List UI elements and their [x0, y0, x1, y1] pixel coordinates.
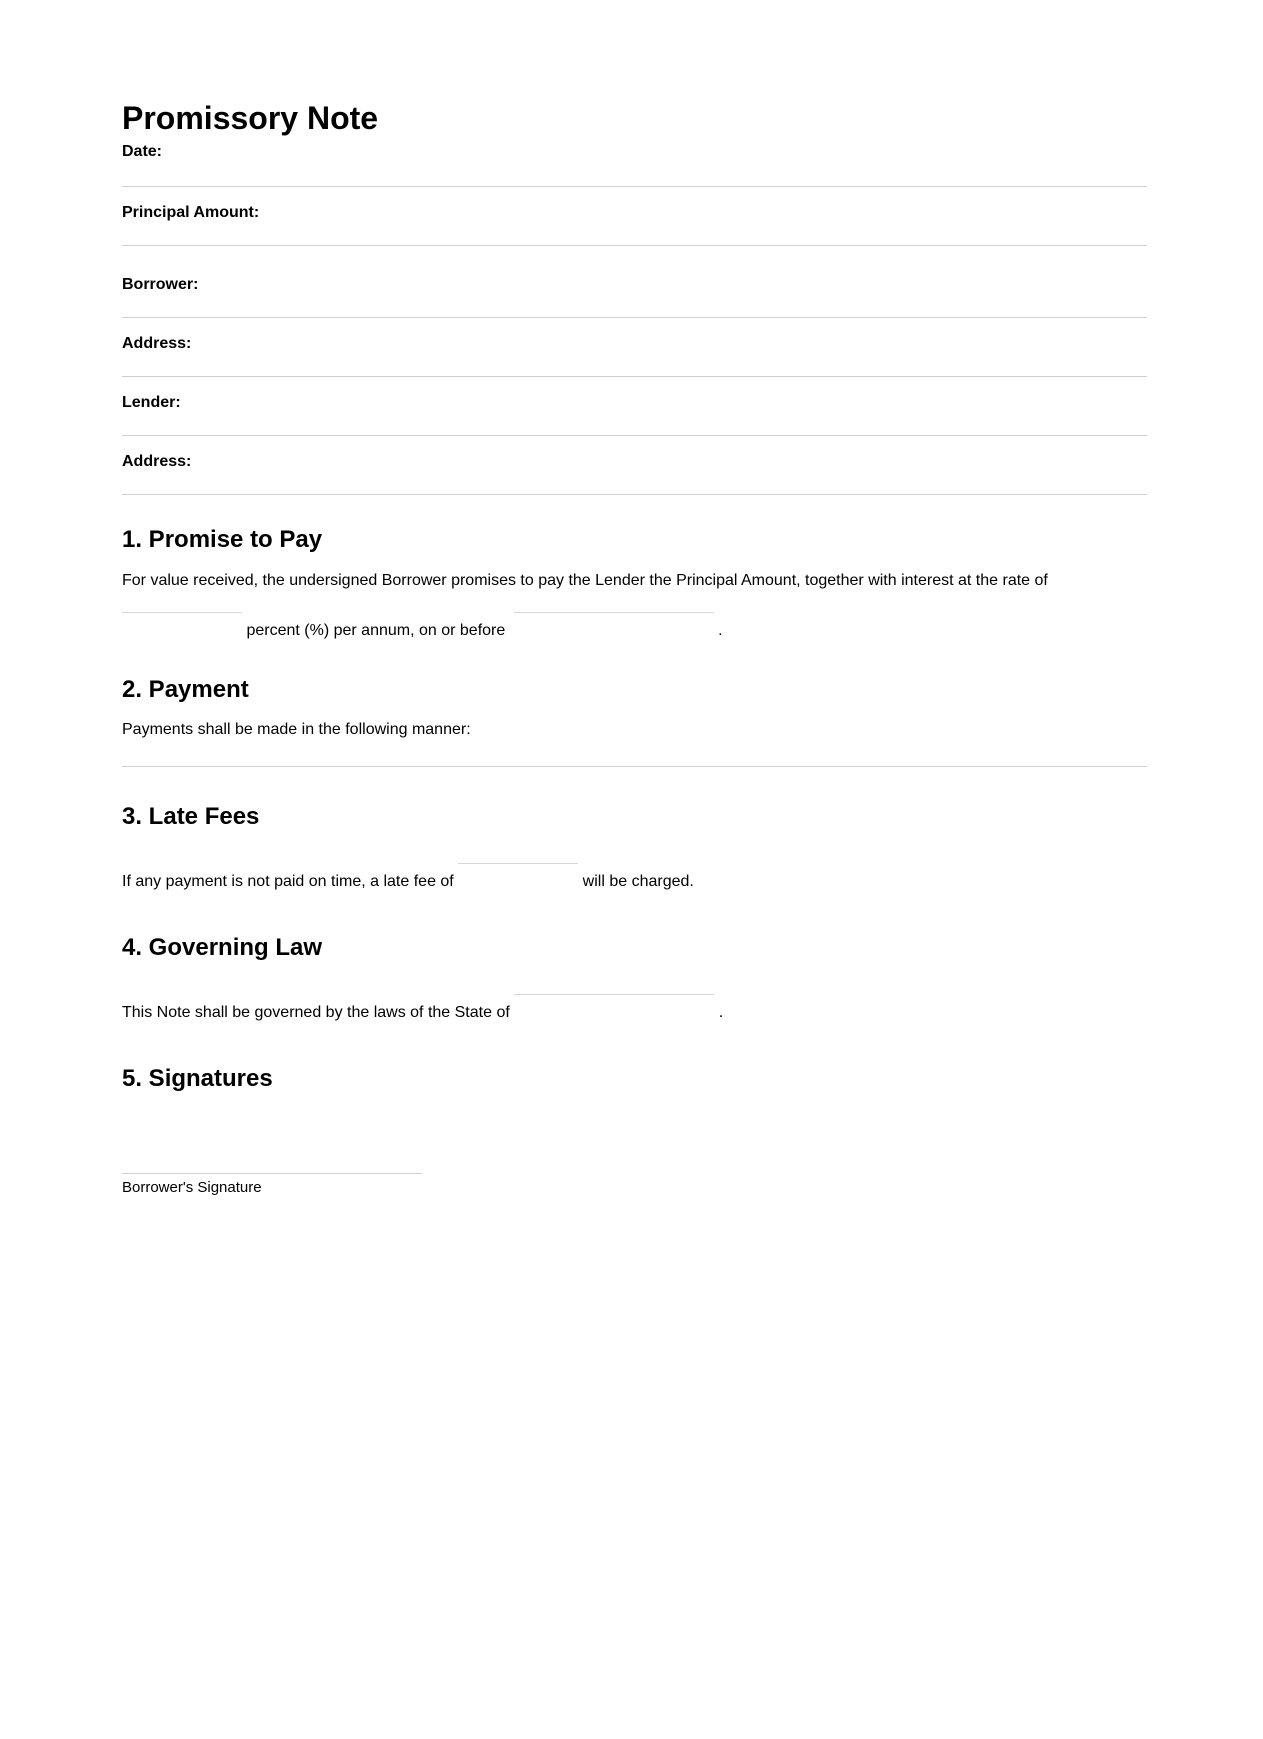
payment-manner-line	[122, 766, 1147, 767]
date-input[interactable]	[272, 140, 1147, 164]
promise-text-2: percent (%) per annum, on or before	[246, 622, 506, 639]
governing-law-text-line	[122, 994, 723, 1023]
principal-amount-input[interactable]	[302, 201, 1147, 225]
promissory-note-form	[122, 96, 1147, 1195]
borrower-signature-caption: Borrower's Signature	[122, 1179, 262, 1196]
promise-text-line-2	[122, 612, 723, 641]
lender-address-field-row	[122, 436, 1147, 495]
promise-heading: 1. Promise to Pay	[122, 526, 323, 553]
lender-address-label: Address:	[122, 453, 192, 470]
lender-input[interactable]	[272, 391, 1147, 415]
promise-text-1: For value received, the undersigned Borrower promises to pay the Lender the Principal Amount, together with interest at the rate of	[122, 572, 1048, 589]
date-field-row	[122, 140, 1147, 187]
borrower-address-label: Address:	[122, 335, 192, 352]
governing-law-text-1: This Note shall be governed by the laws of the State of	[122, 1004, 510, 1021]
promise-text-3: .	[718, 622, 723, 639]
late-fees-heading: 3. Late Fees	[122, 803, 260, 830]
due-date-input[interactable]	[514, 612, 714, 641]
late-fees-text-2: will be charged.	[582, 873, 694, 890]
late-fees-text-line	[122, 863, 694, 892]
date-label: Date:	[122, 143, 163, 160]
principal-amount-label: Principal Amount:	[122, 204, 260, 221]
borrower-signature-line[interactable]	[122, 1173, 422, 1174]
sections-area	[122, 495, 1147, 1195]
principal-amount-field-row	[122, 187, 1147, 246]
lender-address-input[interactable]	[272, 450, 1147, 474]
payment-heading: 2. Payment	[122, 676, 249, 703]
governing-law-text-2: .	[718, 1004, 724, 1021]
promise-text-line-1	[122, 571, 1048, 591]
borrower-label: Borrower:	[122, 276, 199, 293]
borrower-address-field-row	[122, 318, 1147, 377]
lender-field-row	[122, 377, 1147, 436]
document-title: Promissory Note	[122, 100, 379, 136]
signatures-heading: 5. Signatures	[122, 1065, 273, 1092]
late-fee-input[interactable]	[458, 863, 578, 892]
governing-law-heading: 4. Governing Law	[122, 934, 323, 961]
borrower-address-input[interactable]	[272, 332, 1147, 356]
interest-rate-input[interactable]	[122, 612, 242, 641]
late-fees-text-1: If any payment is not paid on time, a late fee of	[122, 873, 454, 890]
payment-manner-input[interactable]	[122, 731, 1147, 755]
state-input[interactable]	[514, 994, 714, 1023]
borrower-field-row	[122, 246, 1147, 318]
lender-label: Lender:	[122, 394, 181, 411]
payment-text: Payments shall be made in the following manner:	[122, 721, 471, 738]
borrower-input[interactable]	[272, 273, 1147, 297]
